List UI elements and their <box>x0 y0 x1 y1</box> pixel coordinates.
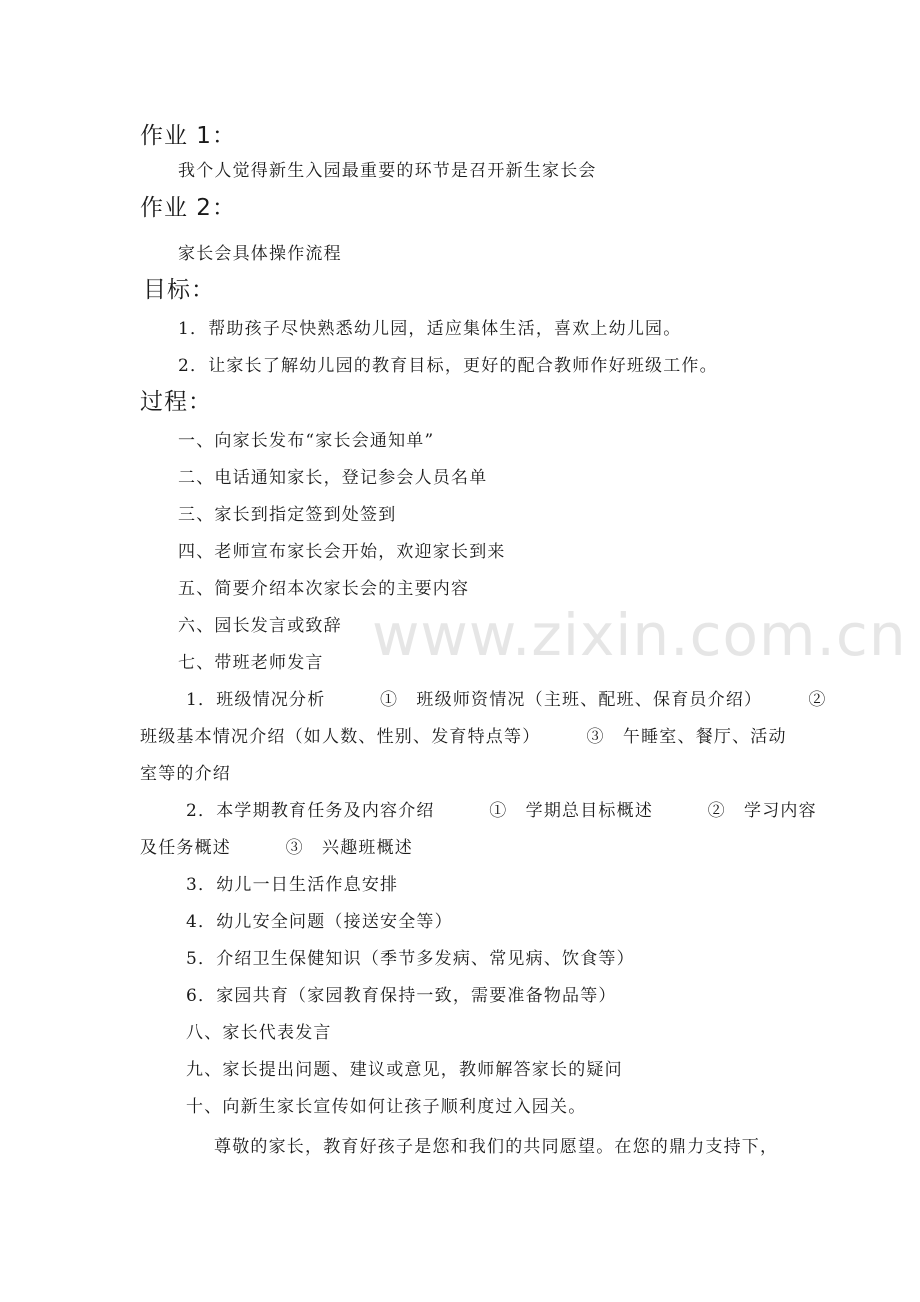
closing-paragraph: 尊敬的家长，教育好孩子是您和我们的共同愿望。在您的鼎力支持下， <box>214 1137 779 1157</box>
process-step: 一、向家长发布“家长会通知单” <box>178 431 435 451</box>
goal-item: 2．让家长了解幼儿园的教育目标，更好的配合教师作好班级工作。 <box>178 356 718 376</box>
process-step: 七、带班老师发言 <box>178 653 324 673</box>
process-step: 九、家长提出问题、建议或意见，教师解答家长的疑问 <box>186 1060 623 1080</box>
process-step: 四、老师宣布家长会开始，欢迎家长到来 <box>178 542 506 562</box>
heading-homework-1: 作业 1： <box>140 123 236 149</box>
homework-2-title: 家长会具体操作流程 <box>178 244 342 264</box>
process-step: 八、家长代表发言 <box>186 1023 332 1043</box>
sub-item-home-school: 6．家园共育（家园教育保持一致，需要准备物品等） <box>186 986 617 1006</box>
sub-item-safety: 4．幼儿安全问题（接送安全等） <box>186 912 453 932</box>
homework-1-answer: 我个人觉得新生入园最重要的环节是召开新生家长会 <box>178 161 597 181</box>
watermark: www.zixin.com.cn <box>372 601 907 669</box>
sub-item-class-analysis-cont: 室等的介绍 <box>140 764 231 784</box>
sub-item-daily-schedule: 3．幼儿一日生活作息安排 <box>186 875 399 895</box>
process-step: 十、向新生家长宣传如何让孩子顺利度过入园关。 <box>186 1097 587 1117</box>
heading-process: 过程： <box>140 389 212 415</box>
sub-item-semester-tasks-cont: 及任务概述 ③ 兴趣班概述 <box>140 838 413 858</box>
sub-item-class-analysis: 1．班级情况分析 ① 班级师资情况（主班、配班、保育员介绍） ② <box>186 690 827 710</box>
process-step: 二、电话通知家长，登记参会人员名单 <box>178 468 488 488</box>
sub-item-semester-tasks: 2．本学期教育任务及内容介绍 ① 学期总目标概述 ② 学习内容 <box>186 801 817 821</box>
heading-homework-2: 作业 2： <box>140 195 236 221</box>
sub-item-class-analysis-cont: 班级基本情况介绍（如人数、性别、发育特点等） ③ 午睡室、餐厅、活动 <box>140 727 787 747</box>
process-step: 六、园长发言或致辞 <box>178 616 342 636</box>
heading-goals: 目标： <box>143 277 215 303</box>
goal-item: 1．帮助孩子尽快熟悉幼儿园，适应集体生活，喜欢上幼儿园。 <box>178 319 682 339</box>
sub-item-health: 5．介绍卫生保健知识（季节多发病、常见病、饮食等） <box>186 949 635 969</box>
process-step: 五、简要介绍本次家长会的主要内容 <box>178 579 470 599</box>
process-step: 三、家长到指定签到处签到 <box>178 505 397 525</box>
